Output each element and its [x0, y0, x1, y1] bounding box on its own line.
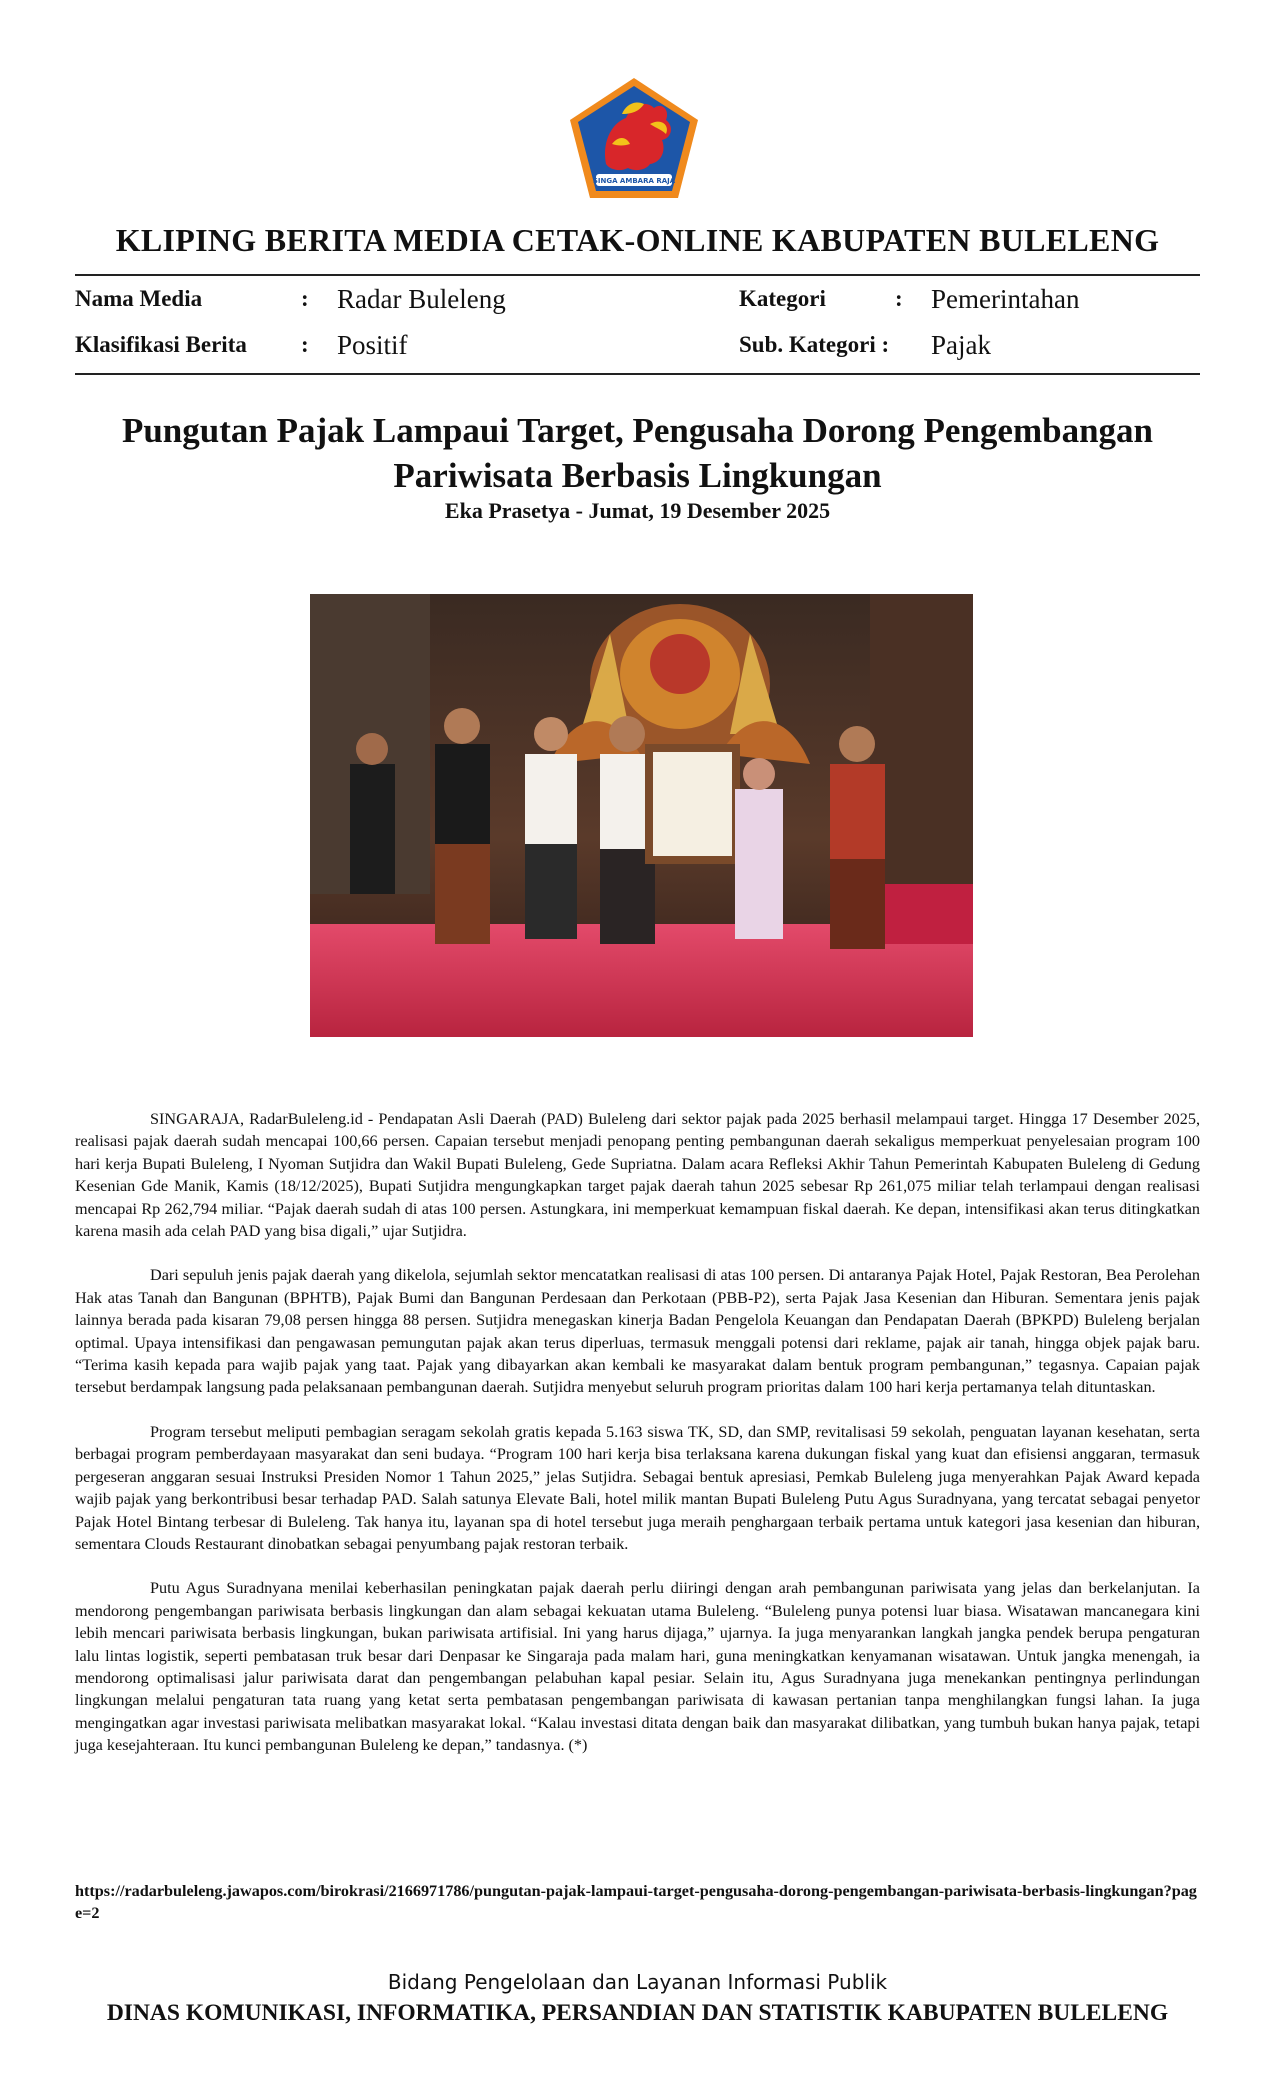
footer-division: Bidang Pengelolaan dan Layanan Informasi Publik — [387, 1970, 888, 1994]
subcategory-label: Sub. Kategori : — [739, 332, 890, 357]
category-value: Pemerintahan — [931, 284, 1080, 314]
clipping-title: KLIPING BERITA MEDIA CETAK-ONLINE KABUPATEN BULELENG — [115, 222, 1160, 258]
category-separator: : — [895, 286, 903, 311]
award-ceremony-photo — [310, 594, 973, 1037]
article-paragraph: Putu Agus Suradnyana menilai keberhasilan peningkatan pajak daerah perlu diiringi dengan arah pembangunan pariwisata yang jelas dan berkelanjutan. Ia mendorong pengembangan pariwisata berbasis lingkungan dan alam sebagai kekuatan utama Buleleng. “Buleleng punya potensi luar biasa. Wisatawan mancanegara kini lebih mencari pariwisata berbasis lingkungan, bukan pariwisata artifisial. Ini yang harus dijaga,” ujarnya. Ia juga menyarankan langkah jangka pendek berupa pengaturan lalu lintas logistik, seperti pembatasan truk besar dari Denpasar ke Singaraja pada malam hari, guna meningkatkan kenyamanan wisatawan. Untuk jangka menengah, ia mendorong optimalisasi jalur pariwisata darat dan pengembangan pelabuhan kapal pesiar. Selain itu, Agus Suradnyana juga menekankan pentingnya perlindungan lingkungan melalui pengaturan tata ruang yang ketat serta pembatasan pengembangan pariwisata di kawasan pertanian tanpa menghilangkan fungsi lahan. Ia juga mengingatkan agar investasi pariwisata melibatkan masyarakat lokal. “Kalau investasi ditata dengan baik dan masyarakat dilibatkan, yang tumbuh bukan hanya pajak, tetapi juga kesejahteraan. Itu kunci pembangunan Buleleng ke depan,” tandasnya. (*) — [75, 1579, 1200, 1755]
classification-label: Klasifikasi Berita — [75, 332, 247, 357]
category-label: Kategori — [739, 286, 826, 311]
article-headline: Pungutan Pajak Lampaui Target, Pengusaha Dorong Pengembangan Pariwisata Berbasis Lingkungan — [121, 411, 1154, 495]
footer-agency: DINAS KOMUNIKASI, INFORMATIKA, PERSANDIAN DAN STATISTIK KABUPATEN BULELENG — [106, 2000, 1169, 2026]
bottom-divider — [75, 373, 1200, 375]
classification-value: Positif — [337, 330, 408, 360]
singa-ambara-raja-emblem-icon — [566, 74, 702, 202]
logo-caption: SINGA AMBARA RAJA — [592, 177, 676, 185]
media-separator: : — [301, 286, 309, 311]
article-paragraph: SINGARAJA, RadarBuleleng.id - Pendapatan Asli Daerah (PAD) Buleleng dari sektor pajak pada 2025 berhasil melampaui target. Hingga 17 Desember 2025, realisasi pajak daerah sudah mencapai 100,66 persen. Capaian tersebut menjadi penopang penting pembangunan daerah sekaligus memperkuat penyelesaian program 100 hari kerja Bupati Buleleng, I Nyoman Sutjidra dan Wakil Bupati Buleleng, Gede Supriatna. Dalam acara Refleksi Akhir Tahun Pemerintah Kabupaten Buleleng di Gedung Kesenian Gde Manik, Kamis (18/12/2025), Bupati Sutjidra mengungkapkan target pajak daerah tahun 2025 sebesar Rp 261,075 miliar telah terlampaui dengan realisasi mencapai Rp 262,794 miliar. “Pajak daerah sudah di atas 100 persen. Astungkara, ini memperkuat kemampuan fiskal daerah. Ke depan, intensifikasi akan terus ditingkatkan karena masih ada celah PAD yang bisa digali,” ujar Sutjidra. — [75, 1110, 1200, 1241]
meta-row-2 — [75, 332, 1200, 372]
meta-row-1 — [75, 286, 1200, 326]
article-paragraph: Program tersebut meliputi pembagian seragam sekolah gratis kepada 5.163 siswa TK, SD, dan SMP, revitalisasi 59 sekolah, penguatan layanan kesehatan, serta berbagai program pemberdayaan masyarakat dan seni budaya. “Program 100 hari kerja bisa terlaksana karena dukungan fiskal yang kuat dan efisiensi anggaran, termasuk pergeseran anggaran sesuai Instruksi Presiden Nomor 1 Tahun 2025,” jelas Sutjidra. Sebagai bentuk apresiasi, Pemkab Buleleng juga menyerahkan Pajak Award kepada wajib pajak yang berkontribusi besar terhadap PAD. Salah satunya Elevate Bali, hotel milik mantan Bupati Buleleng Putu Agus Suradnyana, yang tercatat sebagai penyetor Pajak Hotel Bintang terbesar di Buleleng. Tak hanya itu, layanan spa di hotel tersebut juga meraih penghargaan terbaik pertama untuk kategori jasa kesenian dan hiburan, sementara Clouds Restaurant dinobatkan sebagai penyumbang pajak restoran terbaik. — [75, 1422, 1200, 1553]
source-url: https://radarbuleleng.jawapos.com/birokrasi/2166971786/pungutan-pajak-lampaui-target-pengusaha-dorong-pengembangan-pariwisata-berbasis-lingkungan?page=2 — [75, 1882, 1197, 1923]
subcategory-value: Pajak — [931, 330, 991, 360]
media-value: Radar Buleleng — [337, 284, 506, 314]
classification-separator: : — [301, 332, 309, 357]
article-byline: Eka Prasetya - Jumat, 19 Desember 2025 — [444, 498, 831, 523]
regency-logo — [566, 74, 702, 202]
article-body — [75, 1108, 1200, 1779]
media-label: Nama Media — [75, 286, 203, 311]
article-paragraph: Dari sepuluh jenis pajak daerah yang dikelola, sejumlah sektor mencatatkan realisasi di atas 100 persen. Di antaranya Pajak Hotel, Pajak Restoran, Bea Perolehan Hak atas Tanah dan Bangunan (BPHTB), Pajak Bumi dan Bangunan Perdesaan dan Perkotaan (PBB-P2), serta Pajak Jasa Kesenian dan Hiburan. Sementara jenis pajak lainnya berada pada kisaran 79,08 persen hingga 88 persen. Sutjidra menegaskan kinerja Badan Pengelola Keuangan dan Pendapatan Daerah (BPKPD) Buleleng berjalan optimal. Upaya intensifikasi dan pengawasan pemungutan pajak akan terus diperluas, termasuk menggali potensi dari reklame, pajak air tanah, hingga objek pajak baru. “Terima kasih kepada para wajib pajak yang taat. Pajak yang dibayarkan akan kembali ke masyarakat dalam bentuk program pembangunan,” tegasnya. Capaian pajak tersebut berdampak langsung pada pelaksanaan pembangunan daerah. Sutjidra menyebut seluruh program prioritas dalam 100 hari kerja pertamanya telah dituntaskan. — [75, 1266, 1200, 1397]
top-divider — [75, 274, 1200, 276]
article-photo — [310, 594, 973, 1037]
